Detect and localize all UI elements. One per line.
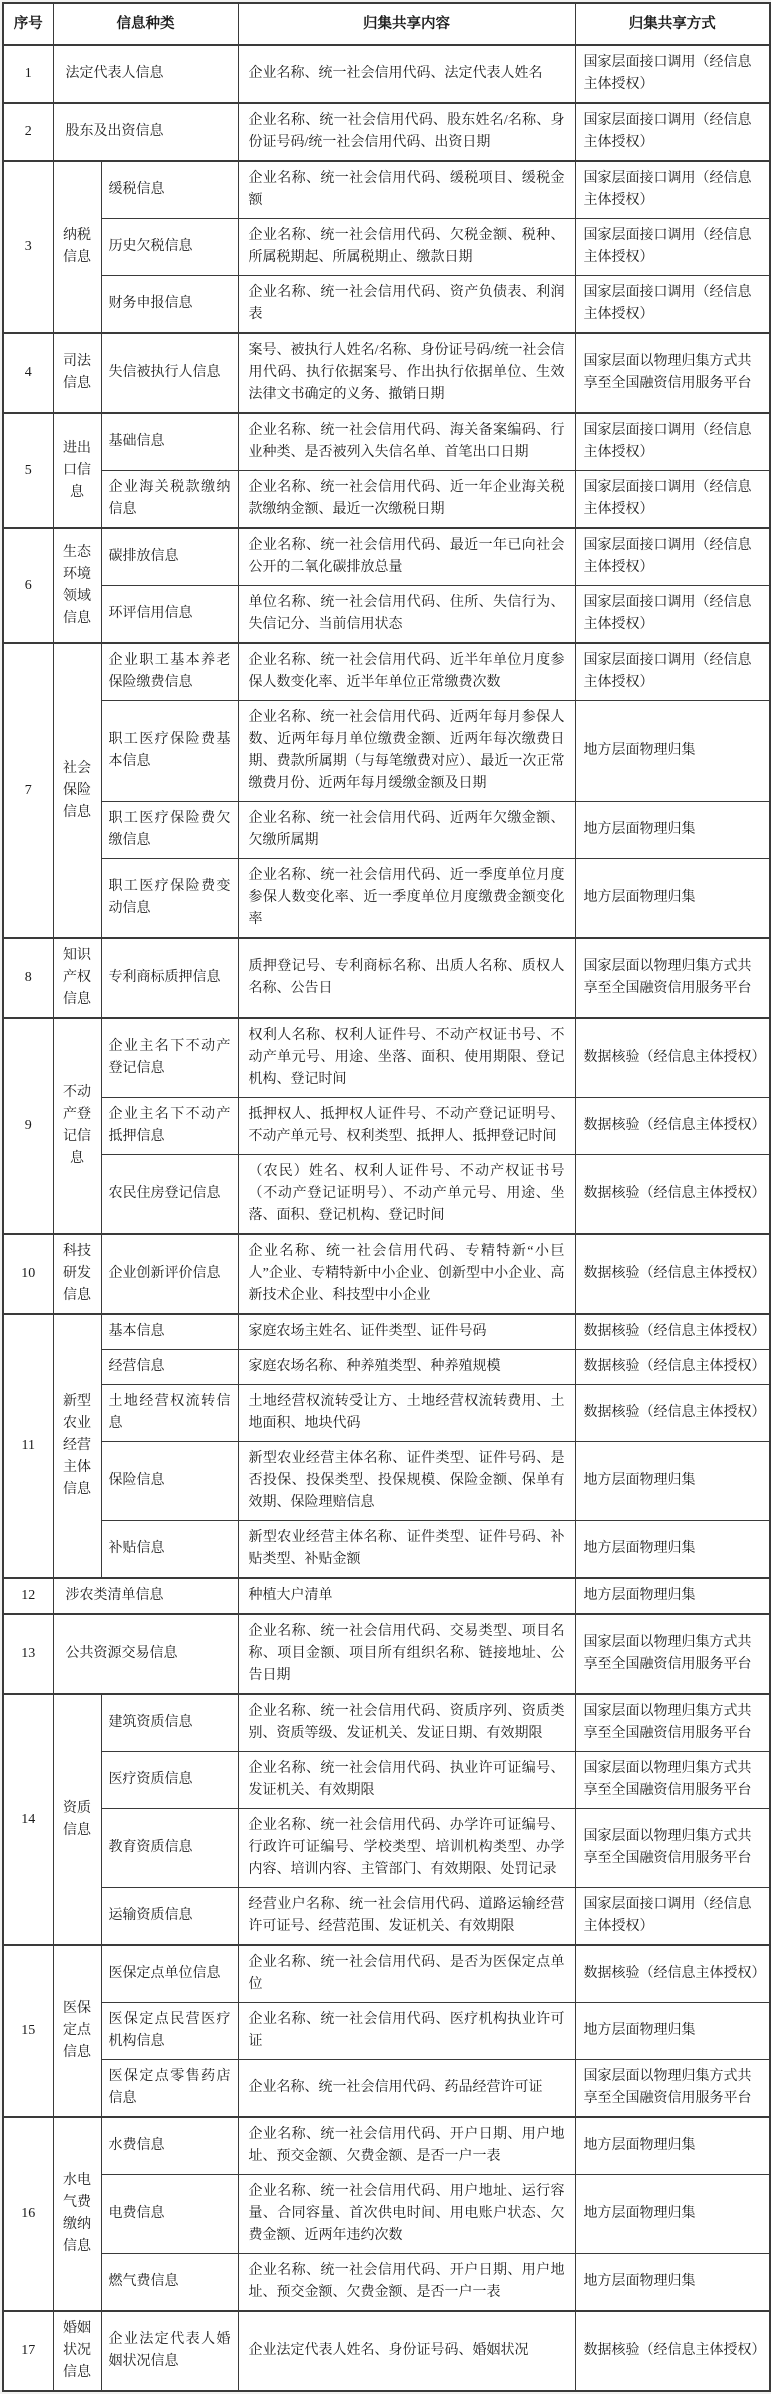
method-cell: 地方层面物理归集	[575, 2254, 770, 2312]
category-cell: 知识产权信息	[53, 938, 101, 1018]
subcategory-cell: 农民住房登记信息	[101, 1155, 238, 1235]
table-row	[3, 1350, 770, 1385]
method-cell: 国家层面以物理归集方式共享至全国融资信用服务平台	[575, 1694, 770, 1752]
content-cell: 土地经营权流转受让方、土地经营权流转费用、土地面积、地块代码	[238, 1385, 575, 1442]
subcategory-cell: 基础信息	[101, 413, 238, 471]
subcategory-cell: 医保定点民营医疗机构信息	[101, 2003, 238, 2060]
content-cell: 质押登记号、专利商标名称、出质人名称、质权人名称、公告日	[238, 938, 575, 1018]
table-row	[3, 2311, 770, 2391]
content-cell: 企业名称、统一社会信用代码、股东姓名/名称、身份证号码/统一社会信用代码、出资日期	[238, 103, 575, 161]
content-cell: 企业名称、统一社会信用代码、近两年每月参保人数、近两年每月单位缴费金额、近两年每次缴费日期、费款所属期（与每笔缴费对应）、最近一次正常缴费月份、近两年每月缓缴金额及日期	[238, 701, 575, 802]
method-cell: 地方层面物理归集	[575, 701, 770, 802]
row-number: 8	[3, 938, 53, 1018]
method-cell: 地方层面物理归集	[575, 1521, 770, 1579]
method-cell: 数据核验（经信息主体授权）	[575, 1234, 770, 1314]
method-cell: 国家层面接口调用（经信息主体授权）	[575, 528, 770, 586]
method-cell: 国家层面以物理归集方式共享至全国融资信用服务平台	[575, 1752, 770, 1809]
content-cell: 企业名称、统一社会信用代码、资质序列、资质类别、资质等级、发证机关、发证日期、有效期限	[238, 1694, 575, 1752]
table-row	[3, 2003, 770, 2060]
content-cell: 企业名称、统一社会信用代码、法定代表人姓名	[238, 45, 575, 103]
row-number: 12	[3, 1578, 53, 1614]
method-cell: 国家层面以物理归集方式共享至全国融资信用服务平台	[575, 333, 770, 413]
method-cell: 地方层面物理归集	[575, 2003, 770, 2060]
table-row	[3, 1809, 770, 1888]
subcategory-cell: 失信被执行人信息	[101, 333, 238, 413]
table-row	[3, 1155, 770, 1235]
subcategory-cell: 企业职工基本养老保险缴费信息	[101, 643, 238, 701]
table-row	[3, 103, 770, 161]
category-cell: 水电气费缴纳信息	[53, 2117, 101, 2311]
table-row	[3, 45, 770, 103]
content-cell: 企业名称、统一社会信用代码、药品经营许可证	[238, 2060, 575, 2118]
method-cell: 数据核验（经信息主体授权）	[575, 1385, 770, 1442]
row-number: 6	[3, 528, 53, 643]
subcategory-cell: 教育资质信息	[101, 1809, 238, 1888]
subcategory-cell: 环评信用信息	[101, 586, 238, 644]
row-number: 5	[3, 413, 53, 528]
table-row	[3, 1098, 770, 1155]
subcategory-cell: 医保定点单位信息	[101, 1945, 238, 2003]
subcategory-cell: 燃气费信息	[101, 2254, 238, 2312]
method-cell: 国家层面以物理归集方式共享至全国融资信用服务平台	[575, 1809, 770, 1888]
content-cell: 企业名称、统一社会信用代码、欠税金额、税种、所属税期起、所属税期止、缴款日期	[238, 219, 575, 276]
table-row	[3, 938, 770, 1018]
method-cell: 国家层面接口调用（经信息主体授权）	[575, 413, 770, 471]
category-cell: 生态环境领域信息	[53, 528, 101, 643]
row-number: 17	[3, 2311, 53, 2391]
content-cell: 企业名称、统一社会信用代码、执业许可证编号、发证机关、有效期限	[238, 1752, 575, 1809]
subcategory-cell: 企业法定代表人婚姻状况信息	[101, 2311, 238, 2391]
method-cell: 国家层面以物理归集方式共享至全国融资信用服务平台	[575, 938, 770, 1018]
content-cell: 企业名称、统一社会信用代码、交易类型、项目名称、项目金额、项目所有组织名称、链接地址、公告日期	[238, 1614, 575, 1694]
row-number: 1	[3, 45, 53, 103]
content-cell: 新型农业经营主体名称、证件类型、证件号码、是否投保、投保类型、投保规模、保险金额、保单有效期、保险理赔信息	[238, 1442, 575, 1521]
method-cell: 地方层面物理归集	[575, 2117, 770, 2175]
method-cell: 数据核验（经信息主体授权）	[575, 1350, 770, 1385]
subcategory-cell: 企业创新评价信息	[101, 1234, 238, 1314]
method-cell: 地方层面物理归集	[575, 1578, 770, 1614]
content-cell: 企业名称、统一社会信用代码、办学许可证编号、行政许可证编号、学校类型、培训机构类型、办学内容、培训内容、主管部门、有效期限、处罚记录	[238, 1809, 575, 1888]
row-number: 2	[3, 103, 53, 161]
table-row	[3, 413, 770, 471]
table-row	[3, 859, 770, 939]
category-cell: 科技研发信息	[53, 1234, 101, 1314]
content-cell: 企业名称、统一社会信用代码、开户日期、用户地址、预交金额、欠费金额、是否一户一表	[238, 2254, 575, 2312]
category-cell: 纳税信息	[53, 161, 101, 333]
row-number: 7	[3, 643, 53, 938]
table-row	[3, 701, 770, 802]
table-body	[3, 45, 770, 2391]
subcategory-cell: 职工医疗保险费欠缴信息	[101, 802, 238, 859]
method-cell: 地方层面物理归集	[575, 2175, 770, 2254]
subcategory-cell: 职工医疗保险费变动信息	[101, 859, 238, 939]
table-row	[3, 219, 770, 276]
table-row	[3, 1694, 770, 1752]
row-number: 3	[3, 161, 53, 333]
table-row	[3, 1018, 770, 1098]
header-info-type: 信息种类	[53, 3, 238, 45]
method-cell: 国家层面接口调用（经信息主体授权）	[575, 45, 770, 103]
category-cell: 婚姻状况信息	[53, 2311, 101, 2391]
category-cell: 公共资源交易信息	[53, 1614, 238, 1694]
table-row	[3, 2117, 770, 2175]
content-cell: 企业名称、统一社会信用代码、资产负债表、利润表	[238, 276, 575, 334]
content-cell: 企业名称、统一社会信用代码、近两年欠缴金额、欠缴所属期	[238, 802, 575, 859]
table-row	[3, 161, 770, 219]
table-row	[3, 1521, 770, 1579]
row-number: 10	[3, 1234, 53, 1314]
content-cell: 企业名称、统一社会信用代码、开户日期、用户地址、预交金额、欠费金额、是否一户一表	[238, 2117, 575, 2175]
method-cell: 数据核验（经信息主体授权）	[575, 1314, 770, 1350]
content-cell: 经营业户名称、统一社会信用代码、道路运输经营许可证号、经营范围、发证机关、有效期限	[238, 1888, 575, 1946]
subcategory-cell: 电费信息	[101, 2175, 238, 2254]
subcategory-cell: 土地经营权流转信息	[101, 1385, 238, 1442]
content-cell: 企业名称、统一社会信用代码、专精特新“小巨人”企业、专精特新中小企业、创新型中小企业、高新技术企业、科技型中小企业	[238, 1234, 575, 1314]
method-cell: 国家层面接口调用（经信息主体授权）	[575, 586, 770, 644]
content-cell: 家庭农场主姓名、证件类型、证件号码	[238, 1314, 575, 1350]
header-serial-number: 序号	[3, 3, 53, 45]
method-cell: 国家层面接口调用（经信息主体授权）	[575, 1888, 770, 1946]
row-number: 14	[3, 1694, 53, 1945]
subcategory-cell: 职工医疗保险费基本信息	[101, 701, 238, 802]
header-shared-content: 归集共享内容	[238, 3, 575, 45]
subcategory-cell: 建筑资质信息	[101, 1694, 238, 1752]
method-cell: 地方层面物理归集	[575, 859, 770, 939]
row-number: 15	[3, 1945, 53, 2117]
method-cell: 国家层面接口调用（经信息主体授权）	[575, 103, 770, 161]
category-cell: 新型农业经营主体信息	[53, 1314, 101, 1578]
table-row	[3, 1385, 770, 1442]
content-cell: 家庭农场名称、种养殖类型、种养殖规模	[238, 1350, 575, 1385]
table-row	[3, 643, 770, 701]
row-number: 16	[3, 2117, 53, 2311]
subcategory-cell: 保险信息	[101, 1442, 238, 1521]
table-row	[3, 1578, 770, 1614]
table-row	[3, 1614, 770, 1694]
table-row	[3, 276, 770, 334]
subcategory-cell: 企业主名下不动产登记信息	[101, 1018, 238, 1098]
subcategory-cell: 基本信息	[101, 1314, 238, 1350]
content-cell: 案号、被执行人姓名/名称、身份证号码/统一社会信用代码、执行依据案号、作出执行依据单位、生效法律文书确定的义务、撤销日期	[238, 333, 575, 413]
content-cell: 单位名称、统一社会信用代码、住所、失信行为、失信记分、当前信用状态	[238, 586, 575, 644]
method-cell: 国家层面接口调用（经信息主体授权）	[575, 161, 770, 219]
subcategory-cell: 医疗资质信息	[101, 1752, 238, 1809]
info-sharing-table	[2, 2, 771, 2392]
row-number: 11	[3, 1314, 53, 1578]
method-cell: 国家层面接口调用（经信息主体授权）	[575, 643, 770, 701]
table-row	[3, 2175, 770, 2254]
row-number: 4	[3, 333, 53, 413]
subcategory-cell: 专利商标质押信息	[101, 938, 238, 1018]
content-cell: 新型农业经营主体名称、证件类型、证件号码、补贴类型、补贴金额	[238, 1521, 575, 1579]
content-cell: （农民）姓名、权利人证件号、不动产权证书号（不动产登记证明号）、不动产单元号、用途、坐落、面积、登记机构、登记时间	[238, 1155, 575, 1235]
table-row	[3, 1752, 770, 1809]
category-cell: 不动产登记信息	[53, 1018, 101, 1234]
subcategory-cell: 水费信息	[101, 2117, 238, 2175]
method-cell: 国家层面接口调用（经信息主体授权）	[575, 219, 770, 276]
subcategory-cell: 历史欠税信息	[101, 219, 238, 276]
method-cell: 数据核验（经信息主体授权）	[575, 1018, 770, 1098]
method-cell: 数据核验（经信息主体授权）	[575, 1098, 770, 1155]
content-cell: 企业名称、统一社会信用代码、缓税项目、缓税金额	[238, 161, 575, 219]
method-cell: 国家层面以物理归集方式共享至全国融资信用服务平台	[575, 2060, 770, 2118]
content-cell: 企业法定代表人姓名、身份证号码、婚姻状况	[238, 2311, 575, 2391]
method-cell: 数据核验（经信息主体授权）	[575, 2311, 770, 2391]
content-cell: 企业名称、统一社会信用代码、医疗机构执业许可证	[238, 2003, 575, 2060]
category-cell: 股东及出资信息	[53, 103, 238, 161]
category-cell: 司法信息	[53, 333, 101, 413]
content-cell: 企业名称、统一社会信用代码、近一季度单位月度参保人数变化率、近一季度单位月度缴费金额变化率	[238, 859, 575, 939]
content-cell: 权利人名称、权利人证件号、不动产权证书号、不动产单元号、用途、坐落、面积、使用期限、登记机构、登记时间	[238, 1018, 575, 1098]
category-cell: 资质信息	[53, 1694, 101, 1945]
row-number: 9	[3, 1018, 53, 1234]
category-cell: 进出口信息	[53, 413, 101, 528]
table-row	[3, 528, 770, 586]
content-cell: 企业名称、统一社会信用代码、海关备案编码、行业种类、是否被列入失信名单、首笔出口日期	[238, 413, 575, 471]
table-row	[3, 802, 770, 859]
table-row	[3, 1314, 770, 1350]
header-sharing-method: 归集共享方式	[575, 3, 770, 45]
table-row	[3, 333, 770, 413]
method-cell: 国家层面接口调用（经信息主体授权）	[575, 276, 770, 334]
content-cell: 企业名称、统一社会信用代码、近半年单位月度参保人数变化率、近半年单位正常缴费次数	[238, 643, 575, 701]
subcategory-cell: 医保定点零售药店信息	[101, 2060, 238, 2118]
method-cell: 地方层面物理归集	[575, 802, 770, 859]
table-row	[3, 2254, 770, 2312]
content-cell: 种植大户清单	[238, 1578, 575, 1614]
subcategory-cell: 企业海关税款缴纳信息	[101, 471, 238, 529]
table-row	[3, 586, 770, 644]
subcategory-cell: 补贴信息	[101, 1521, 238, 1579]
category-cell: 法定代表人信息	[53, 45, 238, 103]
content-cell: 企业名称、统一社会信用代码、是否为医保定点单位	[238, 1945, 575, 2003]
category-cell: 社会保险信息	[53, 643, 101, 938]
content-cell: 企业名称、统一社会信用代码、用户地址、运行容量、合同容量、首次供电时间、用电账户状态、欠费金额、近两年违约次数	[238, 2175, 575, 2254]
table-row	[3, 1234, 770, 1314]
content-cell: 抵押权人、抵押权人证件号、不动产登记证明号、不动产单元号、权利类型、抵押人、抵押登记时间	[238, 1098, 575, 1155]
category-cell: 涉农类清单信息	[53, 1578, 238, 1614]
subcategory-cell: 企业主名下不动产抵押信息	[101, 1098, 238, 1155]
content-cell: 企业名称、统一社会信用代码、最近一年已向社会公开的二氧化碳排放总量	[238, 528, 575, 586]
method-cell: 数据核验（经信息主体授权）	[575, 1945, 770, 2003]
subcategory-cell: 财务申报信息	[101, 276, 238, 334]
header-row	[3, 3, 770, 45]
subcategory-cell: 经营信息	[101, 1350, 238, 1385]
category-cell: 医保定点信息	[53, 1945, 101, 2117]
table-row	[3, 2060, 770, 2118]
table-row	[3, 1888, 770, 1946]
method-cell: 国家层面以物理归集方式共享至全国融资信用服务平台	[575, 1614, 770, 1694]
subcategory-cell: 碳排放信息	[101, 528, 238, 586]
method-cell: 数据核验（经信息主体授权）	[575, 1155, 770, 1235]
subcategory-cell: 运输资质信息	[101, 1888, 238, 1946]
table-row	[3, 1442, 770, 1521]
content-cell: 企业名称、统一社会信用代码、近一年企业海关税款缴纳金额、最近一次缴税日期	[238, 471, 575, 529]
subcategory-cell: 缓税信息	[101, 161, 238, 219]
table-row	[3, 1945, 770, 2003]
table-row	[3, 471, 770, 529]
row-number: 13	[3, 1614, 53, 1694]
method-cell: 国家层面接口调用（经信息主体授权）	[575, 471, 770, 529]
method-cell: 地方层面物理归集	[575, 1442, 770, 1521]
